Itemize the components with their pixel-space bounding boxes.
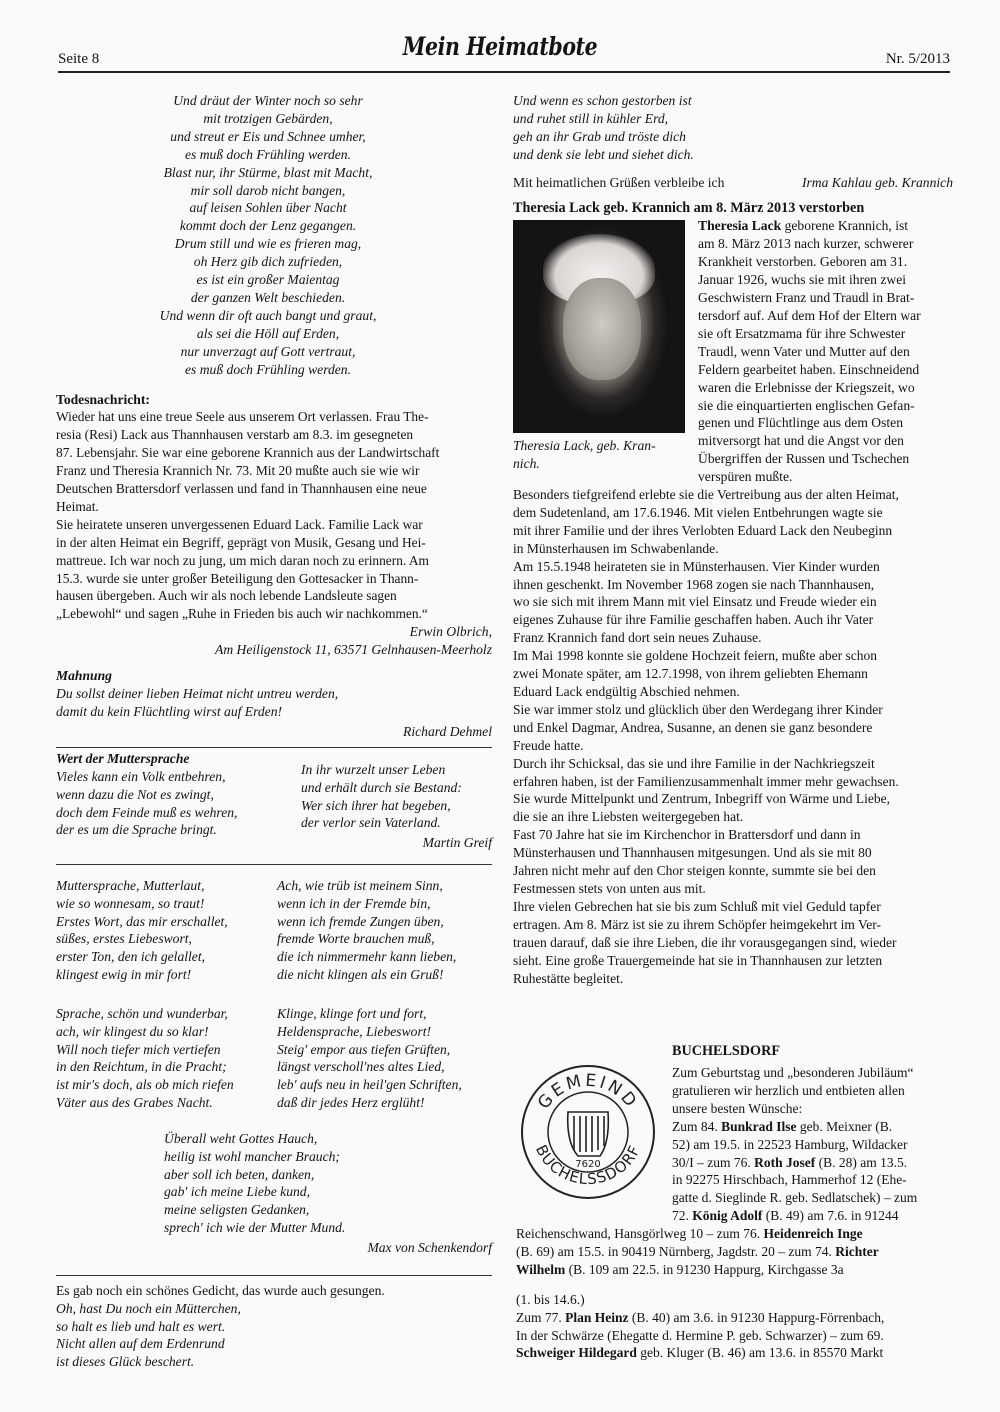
portrait-photo	[513, 220, 685, 433]
poem-line: der ganzen Welt beschieden.	[190, 289, 346, 305]
obit-line: sie die einquartierten englischen Gefan-	[698, 397, 915, 413]
obit-line: tersdorf auf. Auf dem Hof der Eltern war	[698, 307, 921, 323]
todes-author: Erwin Olbrich,	[409, 624, 492, 640]
poem-line: geh an ihr Grab und tröste dich	[513, 128, 686, 144]
poem-line: oh Herz gib dich zufrieden,	[193, 254, 343, 270]
obit-line: mitversorgt hat und die Angst vor den	[698, 433, 904, 449]
wert-line: und erhält durch sie Bestand:	[301, 779, 462, 795]
poem-line: Drum still und wie es frieren mag,	[174, 236, 362, 252]
seal-year: 7620	[575, 1159, 601, 1170]
obit-line: Sie war immer stolz und glücklich über den Werdegang ihrer Kinder	[513, 701, 883, 717]
todes-line: Franz und Theresia Krannich Nr. 73. Mit 20 mußte auch sie wie wir	[56, 463, 420, 479]
obit-line: Sie wurde Mittelpunkt und Zentrum, Inbegriff von Wärme und Liebe,	[513, 791, 891, 807]
todes-line: Heimat.	[56, 498, 99, 514]
todes-address: Am Heiligenstock 11, 63571 Gelnhausen-Meerholz	[215, 642, 492, 658]
mutter-line: erster Ton, den ich gelallet,	[56, 949, 206, 965]
obit-line: Festmessen stets von unten aus mit.	[513, 880, 706, 896]
entry-text: 72.	[672, 1208, 693, 1224]
mutter-line: wie so wonnesam, so traut!	[56, 895, 205, 911]
header-rule	[58, 71, 950, 73]
todes-line: Deutschen Brattersdorf verlassen und fand in Thannhausen eine neue	[56, 481, 427, 497]
greeting-text: Mit heimatlichen Grüßen verbleibe ich	[513, 174, 725, 190]
entry-text: 30/I – zum 76.	[672, 1154, 755, 1170]
todes-line: in der alten Heimat ein Begriff, geprägt von Musik, Gesang und Hei-	[56, 534, 426, 550]
obit-line: erfahren haben, ist der Familienzusammenhalt immer mehr gewachsen.	[513, 773, 899, 789]
obit-line: zwei Monate später, am 12.7.1998, von ihrem geliebten Ehemann	[513, 666, 868, 682]
mutter-line: Heldensprache, Liebeswort!	[277, 1023, 432, 1039]
mutter-line: sprech' ich wie der Mutter Mund.	[164, 1220, 346, 1236]
todes-line: 15.3. wurde sie unter großer Beteiligung den Gottesacker in Thann-	[56, 570, 419, 586]
obit-line: Am 15.5.1948 heirateten sie in Münsterhausen. Vier Kinder wurden	[513, 558, 880, 574]
closing-intro: Es gab noch ein schönes Gedicht, das wurde auch gesungen.	[56, 1282, 385, 1298]
buchelsdorf-intro	[672, 1064, 957, 1225]
obit-line: sieht. Eine große Trauergemeinde hat sie in Thannhausen zur letzten	[513, 952, 883, 968]
poem-line: als sei die Höll auf Erden,	[196, 325, 340, 341]
obit-line: am 8. März 2013 nach kurzer, schwerer	[698, 236, 914, 252]
todes-line: Sie heiratete unseren unvergessenen Eduard Lack. Familie Lack war	[56, 516, 423, 532]
mutter-line: Sprache, schön und wunderbar,	[56, 1005, 228, 1021]
photo-caption	[513, 437, 689, 473]
poem-line: und denk sie lebt und siehet dich.	[513, 146, 694, 162]
obit-line: Freude hatte.	[513, 737, 584, 753]
mutter-line: süßes, erstes Liebeswort,	[56, 931, 192, 947]
closing-line: Oh, hast Du noch ein Mütterchen,	[56, 1300, 241, 1316]
mutter-line: wenn ich in der Fremde bin,	[277, 895, 431, 911]
greeting-name: Irma Kahlau geb. Krannich	[801, 174, 953, 190]
obit-line: Fast 70 Jahre hat sie im Kirchenchor in Brattersdorf und dann in	[513, 827, 861, 843]
mutter-line: Will noch tiefer mich vertiefen	[56, 1041, 221, 1057]
obit-line: und Enkel Dagmar, Andrea, Susanne, an denen sie ganz besondere	[513, 719, 873, 735]
caption-line: Theresia Lack, geb. Kran-	[513, 438, 656, 454]
caption-line: nich.	[513, 456, 540, 472]
wert-line: der es um die Sprache bringt.	[56, 822, 217, 838]
mutter-line: Ach, wie trüb ist meinem Sinn,	[277, 877, 443, 893]
poem-line: Blast nur, ihr Stürme, blast mit Macht,	[163, 164, 373, 180]
page-number: Seite 8	[58, 51, 100, 67]
poem-line: nur unverzagt auf Gott vertraut,	[180, 343, 356, 359]
obit-line: sie oft Ersatzmama für ihre Schwester	[698, 325, 906, 341]
mutter-line: leb' aufs neu in heil'gen Schriften,	[277, 1077, 462, 1093]
obit-line: Münsterhausen und Thannhausen mitgesungen. Und als sie mit 80	[513, 845, 872, 861]
mutter-line: wenn ich fremde Zungen üben,	[277, 913, 444, 929]
entry-name: Richter	[835, 1243, 879, 1259]
mutter-line: Väter aus des Grabes Nacht.	[56, 1095, 213, 1111]
obit-line: Feldern gearbeitet haben. Einschneidend	[698, 361, 920, 377]
obit-line: Jahren nicht mehr auf den Chor steigen konnte, summte sie bei den	[513, 863, 876, 879]
poem-line: und streut er Eis und Schnee umher,	[170, 128, 366, 144]
mutter-line: ach, wir klingest du so klar!	[56, 1023, 209, 1039]
wert-line: doch dem Feinde muß es wehren,	[56, 804, 238, 820]
entry-text: (1. bis 14.6.)	[516, 1291, 585, 1307]
mutter-line: Erstes Wort, das mir erschallet,	[56, 913, 228, 929]
obit-name: Theresia Lack	[698, 218, 782, 234]
mahnung-section	[56, 667, 492, 741]
poem-line: mir soll darob nicht bangen,	[190, 182, 346, 198]
right-column	[513, 92, 953, 987]
mutter-line: in den Reichtum, in die Pracht;	[56, 1059, 227, 1075]
obit-line: waren die Erlebnisse der Kriegszeit, wo	[698, 379, 915, 395]
obit-line: dem Sudetenland, am 17.6.1946. Mit vielen Entbehrungen wagte sie	[513, 504, 883, 520]
obit-line: in Münsterhausen im Schwabenlande.	[513, 540, 719, 556]
obit-line: Krankheit verstorben. Geboren am 31.	[698, 254, 908, 270]
divider	[56, 1275, 492, 1276]
obituary	[513, 200, 953, 988]
mutter-line: fremde Worte brauchen muß,	[277, 931, 435, 947]
entry-text: In der Schwärze (Ehegatte d. Hermine P. geb. Schwarzer) – zum 69.	[516, 1327, 884, 1343]
entry-name: Roth Josef	[754, 1154, 816, 1170]
closing-line: so halt es lieb und halt es wert.	[56, 1318, 226, 1334]
poem-line: mit trotzigen Gebärden,	[203, 110, 333, 126]
wert-line: wenn dazu die Not es zwingt,	[56, 786, 214, 802]
wert-line: Wer sich ihrer hat begeben,	[301, 797, 451, 813]
entry-name: Bunkrad Ilse	[721, 1118, 797, 1134]
todes-line: mattreue. Ich war noch zu jung, um mich daran noch zu erinnern. Am	[56, 552, 429, 568]
left-column	[56, 92, 492, 1371]
todesnachricht	[56, 391, 492, 660]
obit-line: Traudl, wenn Vater und Mutter auf den	[698, 343, 910, 359]
intro-line: unsere besten Wünsche:	[672, 1100, 803, 1116]
poem-line: und ruhet still in kühler Erd,	[513, 110, 669, 126]
obit-line: Ihre vielen Gebrechen hat sie bis zum Schluß mit viel Geduld tapfer	[513, 898, 881, 914]
entry-text: (B. 40) am 3.6. in 91230 Happurg-Förrenbach,	[628, 1309, 885, 1325]
issue-number: Nr. 5/2013	[885, 51, 950, 67]
mutter-line: Steig' empor aus tiefen Grüften,	[277, 1041, 451, 1057]
closing-poem	[56, 1282, 492, 1372]
mutter-author: Max von Schenkendorf	[367, 1239, 492, 1255]
mahnung-line: Du sollst deiner lieben Heimat nicht untreu werden,	[56, 686, 339, 701]
obit-heading: Theresia Lack geb. Krannich am 8. März 2013 verstorben	[513, 199, 865, 216]
todes-line: hausen übergeben. Auch wir als noch lebende Landsleute sagen	[56, 588, 397, 604]
entry-text: gatte d. Sieglinde R. geb. Sedlatschek) – zum	[672, 1190, 918, 1206]
mutter-line: die nicht klingen als ein Gruß!	[277, 967, 444, 983]
greeting	[513, 174, 953, 192]
obit-line: Franz Krannich fand dort sein neues Zuhause.	[513, 630, 762, 646]
entry-name: Heidenreich Inge	[763, 1226, 863, 1241]
entry-name: Schweiger Hildegard	[516, 1345, 637, 1361]
mutter-line: daß dir jedes Herz erglüht!	[277, 1095, 425, 1111]
obit-line: Januar 1926, wuchs sie mit ihren zwei	[698, 272, 907, 288]
entry-text: geb. Kluger (B. 46) am 13.6. in 85570 Markt	[636, 1345, 884, 1361]
obit-line: verspüren mußte.	[698, 469, 793, 485]
mahnung-title: Mahnung	[56, 668, 112, 684]
obit-line: Geschwistern Franz und Traudl in Brat-	[698, 290, 915, 306]
gemeinde-seal	[518, 1062, 658, 1202]
entry-name: König Adolf	[692, 1208, 763, 1224]
mutter-line: heilig ist wohl mancher Brauch;	[164, 1148, 340, 1164]
todes-heading: Todesnachricht:	[56, 391, 150, 407]
obit-line: trauen darauf, daß sie ihre Lieben, die ihr vorausgegangen sind, wieder	[513, 934, 897, 950]
poem-line: Und wenn es schon gestorben ist	[513, 93, 692, 108]
wert-section	[56, 748, 492, 864]
entry-text: (B. 69) am 15.5. in 90419 Nürnberg, Jagdstr. 20 – zum 74.	[516, 1243, 836, 1259]
obit-line: ihnen geschenkt. Im November 1968 zogen sie nach Thannhausen,	[513, 576, 875, 592]
mutter-line: aber soll ich beten, danken,	[164, 1166, 315, 1182]
entry-name: Plan Heinz	[565, 1309, 629, 1325]
poem-fruehling	[44, 92, 492, 379]
entry-text: 52) am 19.5. in 22523 Hamburg, Wildacker	[672, 1136, 908, 1152]
mutter-line: klingest ewig in mir fort!	[56, 967, 192, 983]
obit-line: genen und Flüchtlinge aus dem Osten	[698, 415, 904, 431]
intro-line: gratulieren wir herzlich und entbieten allen	[672, 1082, 905, 1098]
right-poem	[513, 92, 953, 164]
entry-text: geb. Meixner (B.	[796, 1118, 893, 1134]
entry-text: (B. 28) am 13.5.	[815, 1154, 908, 1170]
wert-line: der verlor sein Vaterland.	[301, 815, 441, 831]
entry-text: Reichenschwand, Hansgörlweg 10 – zum 76.	[516, 1226, 764, 1241]
poem-line: kommt doch der Lenz gegangen.	[179, 218, 357, 234]
todes-line: „Lebewohl“ und sagen „Ruhe in Frieden bis auch wir nachkommen.“	[56, 606, 428, 622]
wert-title: Wert der Muttersprache	[56, 750, 190, 766]
todes-line: resia (Resi) Lack aus Thannhausen verstarb am 8.3. im gesegneten	[56, 427, 414, 443]
seal-bottom-text: BUCHELSSDORF	[531, 1141, 645, 1189]
entry-text: Zum 84.	[672, 1118, 722, 1134]
obit-line: wo sie sich mit ihrem Mann mit viel Einsatz und Freude wieder ein	[513, 594, 877, 610]
obit-line: eigenes Zuhause für ihre Familie geschaffen haben. Auch ihr Vater	[513, 612, 874, 628]
obit-line: Übergriffen der Russen und Tschechen	[698, 451, 910, 467]
entry-text: Zum 77.	[516, 1309, 566, 1325]
mutter-section	[56, 865, 492, 1261]
todes-line: Wieder hat uns eine treue Seele aus unserem Ort verlassen. Frau The-	[56, 409, 429, 425]
closing-line: Nicht allen auf dem Erdenrund	[56, 1336, 225, 1352]
todes-line: 87. Lebensjahr. Sie war eine geborene Krannich aus der Landwirtschaft	[56, 445, 440, 461]
poem-line: Und dräut der Winter noch so sehr	[173, 93, 363, 108]
entry-text: (B. 109 am 22.5. in 91230 Happurg, Kirchgasse 3a	[565, 1261, 844, 1277]
obit-line: Besonders tiefgreifend erlebte sie die Vertreibung aus der alten Heimat,	[513, 487, 899, 503]
entry-name: Wilhelm	[516, 1261, 566, 1277]
poem-line: Und wenn dir oft auch bangt und graut,	[159, 307, 377, 323]
mutter-line: Überall weht Gottes Hauch,	[164, 1130, 318, 1146]
mahnung-author: Richard Dehmel	[403, 723, 492, 739]
mahnung-line: damit du kein Flüchtling wirst auf Erden!	[56, 703, 283, 719]
mutter-line: die ich nimmermehr kann lieben,	[277, 949, 457, 965]
poem-line: es muß doch Frühling werden.	[185, 361, 351, 377]
mutter-line: Klinge, klinge fort und fort,	[277, 1005, 427, 1021]
entry-text: (B. 49) am 7.6. in 91244	[762, 1208, 899, 1224]
buchelsdorf-entries	[516, 1225, 956, 1362]
closing-line: ist dieses Glück beschert.	[56, 1354, 195, 1370]
entry-text: in 92275 Hirschbach, Hammerhof 12 (Ehe-	[672, 1172, 907, 1188]
mutter-line: längst verscholl'nes altes Lied,	[277, 1059, 445, 1075]
obit-line: Ruhestätte begleitet.	[513, 970, 624, 986]
obit-line: mit ihrer Familie und der ihres Verlobten Eduard Lack den Neubeginn	[513, 522, 893, 538]
wert-line: In ihr wurzelt unser Leben	[301, 761, 446, 777]
mutter-line: ist mir's doch, als ob mich riefen	[56, 1077, 234, 1093]
masthead-title: Mein Heimatbote	[402, 32, 598, 61]
seal-top-text: GEMEIND	[534, 1070, 642, 1114]
mutter-line: meine seligsten Gedanken,	[164, 1202, 310, 1218]
obit-line: Eduard Lack endgültig Abschied nehmen.	[513, 684, 740, 699]
poem-line: es muß doch Frühling werden.	[185, 146, 351, 162]
obit-line: geborene Krannich, ist	[781, 218, 909, 234]
obit-line: Im Mai 1998 konnte sie goldene Hochzeit feiern, mußte aber schon	[513, 648, 878, 664]
obit-line: die sie an ihre Liebsten weitergegeben hat.	[513, 809, 744, 825]
obit-line: Durch ihr Schicksal, das sie und ihre Familie in der Nachkriegszeit	[513, 755, 875, 771]
wert-line: Vieles kann ein Volk entbehren,	[56, 768, 226, 784]
poem-line: es ist ein großer Maientag	[196, 272, 340, 288]
buchelsdorf-heading: BUCHELSDORF	[672, 1043, 780, 1059]
intro-line: Zum Geburtstag und „besonderen Jubiläum“	[672, 1065, 914, 1080]
wert-author: Martin Greif	[422, 834, 492, 850]
poem-line: auf leisen Sohlen über Nacht	[189, 200, 347, 216]
mutter-line: gab' ich meine Liebe kund,	[164, 1184, 310, 1200]
obit-line: ertragen. Am 8. März ist sie zu ihrem Schöpfer heimgekehrt im Ver-	[513, 916, 881, 932]
mutter-line: Muttersprache, Mutterlaut,	[56, 877, 205, 893]
